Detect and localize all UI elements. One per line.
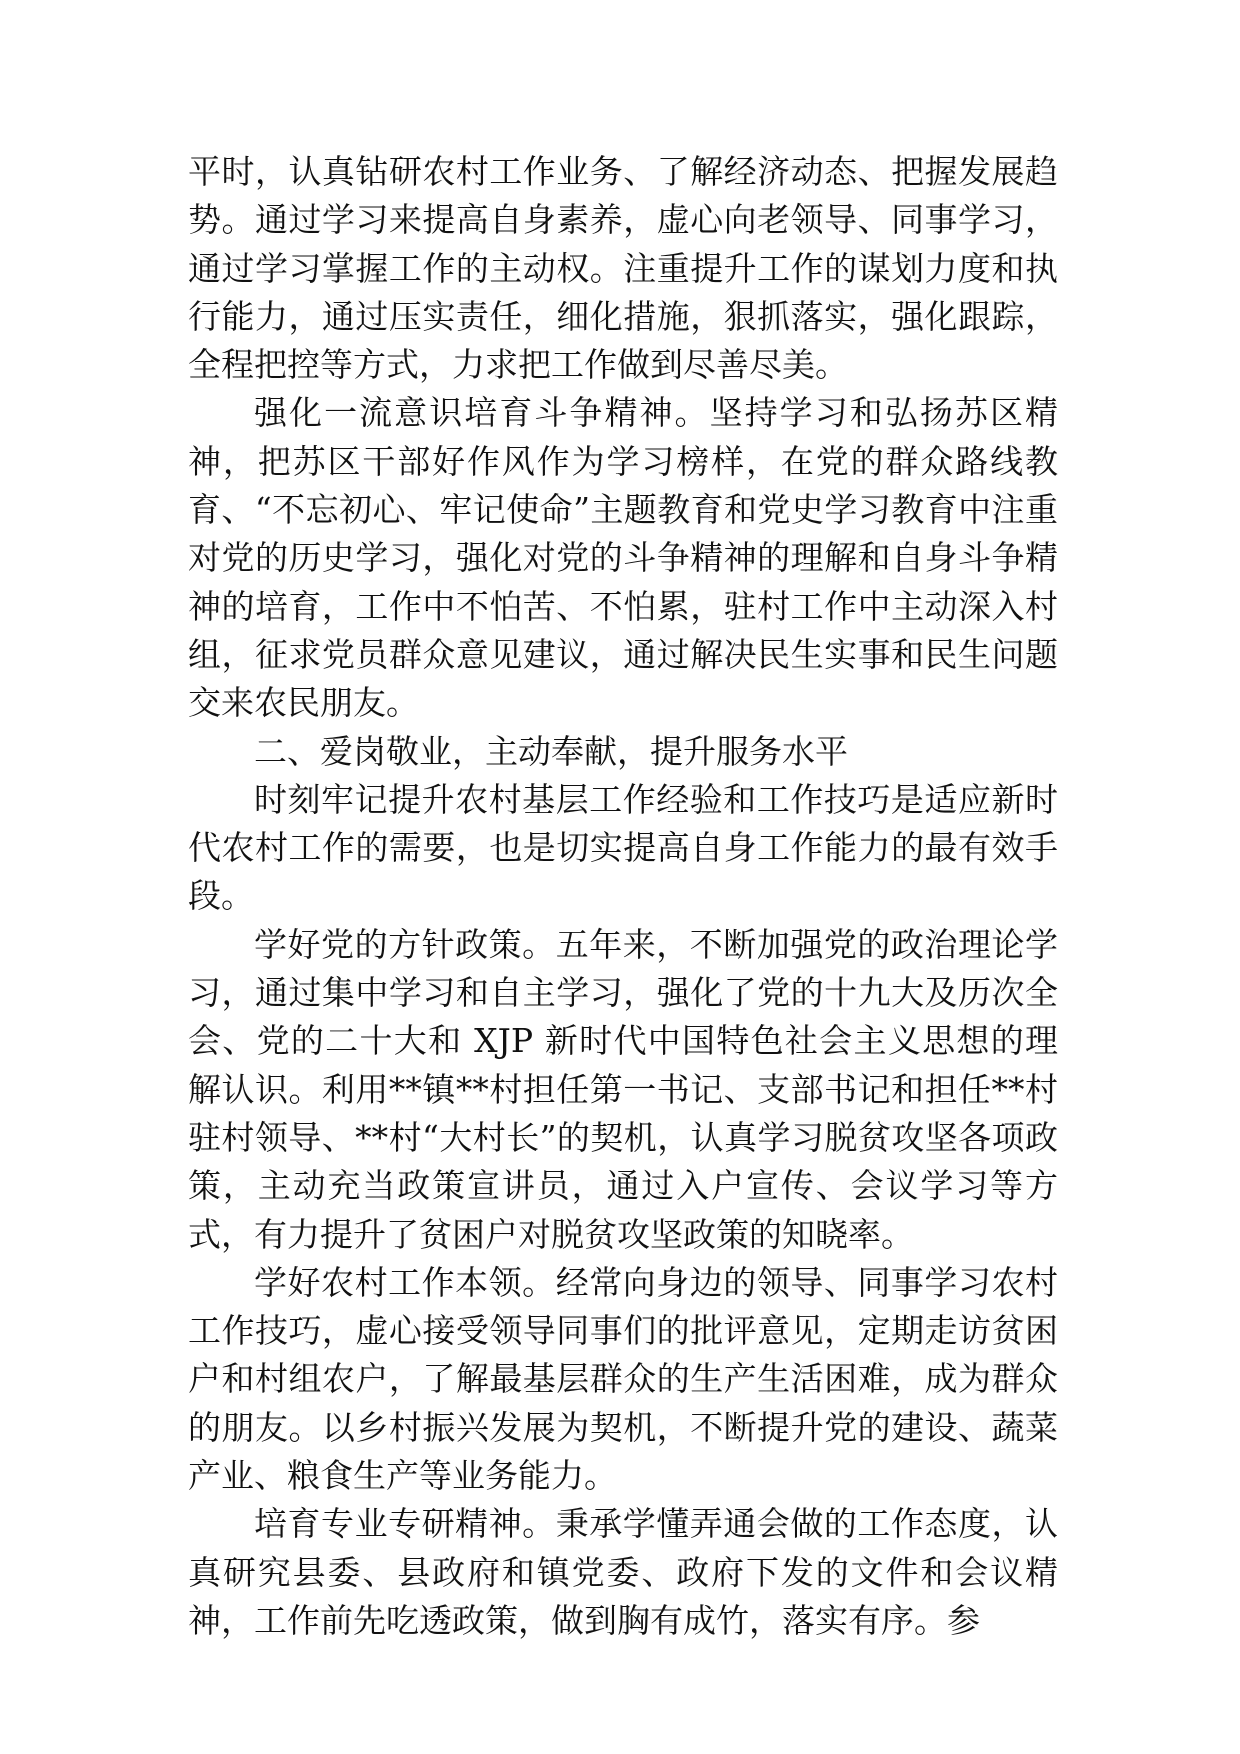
paragraph-rural-work-skills: 学好农村工作本领。经常向身边的领导、同事学习农村工作技巧，虚心接受领导同事们的批评意见，定期走访贫困户和村组农户，了解最基层群众的生产生活困难，成为群众的朋友。以乡村振兴发展为契机，不断提升党的建设、蔬菜产业、粮食生产等业务能力。 (188, 1262, 1058, 1496)
paragraph-work-experience: 时刻牢记提升农村基层工作经验和工作技巧是适应新时代农村工作的需要，也是切实提高自身工作能力的最有效手段。 (188, 779, 1058, 916)
paragraph-continued: 平时，认真钻研农村工作业务、了解经济动态、把握发展趋势。通过学习来提高自身素养，虚心向老领导、同事学习，通过学习掌握工作的主动权。注重提升工作的谋划力度和执行能力，通过压实责任，细化措施，狠抓落实，强化跟踪，全程把控等方式，力求把工作做到尽善尽美。 (188, 152, 1058, 385)
paragraph-struggle-spirit: 强化一流意识培育斗争精神。坚持学习和弘扬苏区精神，把苏区干部好作风作为学习榜样，在党的群众路线教育、“不忘初心、牢记使命”主题教育和党史学习教育中注重对党的历史学习，强化对党的斗争精神的理解和自身斗争精神的培育，工作中不怕苦、不怕累，驻村工作中主动深入村组，征求党员群众意见建议，通过解决民生实事和民生问题交来农民朋友。 (188, 393, 1058, 723)
paragraph-party-policy: 学好党的方针政策。五年来，不断加强党的政治理论学习，通过集中学习和自主学习，强化了党的十九大及历次全会、党的二十大和 XJP 新时代中国特色社会主义思想的理解认识。利用**镇**村担任第一书记、支部书记和担任**村驻村领导、**村“大村长”的契机，认真学习脱贫攻坚各项政策，主动充当政策宣讲员，通过入户宣传、会议学习等方式，有力提升了贫困户对脱贫攻坚政策的知晓率。 (188, 924, 1058, 1254)
section-heading: 二、爱岗敬业，主动奉献，提升服务水平 (254, 731, 848, 771)
document-page (188, 148, 1058, 1645)
paragraph-professional-spirit: 培育专业专研精神。秉承学懂弄通会做的工作态度，认真研究县委、县政府和镇党委、政府下发的文件和会议精神，工作前先吃透政策，做到胸有成竹，落实有序。参 (188, 1504, 1058, 1640)
